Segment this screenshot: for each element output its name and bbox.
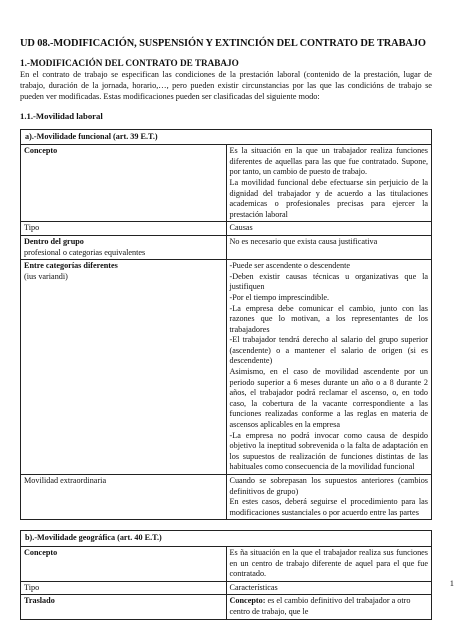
table-header: b).-Movilidade geográfica (art. 40 E.T.) [21, 531, 432, 547]
row-label: Concepto [21, 145, 227, 222]
movilidad-geografica-table [20, 530, 432, 619]
traslado-concept-label: Concepto: [229, 596, 266, 606]
page-number: 1 [449, 578, 454, 588]
table-row [21, 145, 432, 222]
row-content [226, 595, 432, 619]
list-item: -La empresa debe comunicar el cambio, junto con las razones que lo motivan, a los representantes de los trabajadores [229, 303, 428, 334]
table-row [21, 595, 432, 619]
row-content [226, 145, 432, 222]
movilidad-funcional-table [20, 129, 432, 521]
row-content: Es ña situación en la que el trabajador realiza sus funciones en un centro de trabajo diferente de aquel para el que fue contratado. [226, 546, 432, 581]
row-label-rest: profesional o categorias equivalentes [24, 247, 146, 257]
table-row [21, 260, 432, 475]
row-label [21, 260, 227, 475]
concepto-text: Es la situación en la que un trabajador realiza funciones diferentes de aquellas para las que fue contratado. Supone, por tanto, un cambio de puesto de trabajo. [229, 146, 428, 177]
row-content [226, 475, 432, 520]
row-label-bold: Entre categorías diferentes [24, 261, 118, 271]
intro-paragraph: En el contrato de trabajo se especifican las condiciones de la prestación laboral (contenido de la prestación, lugar de trabajo, duración de la jornada, horario,…, pero pueden existir circunstancias por las que las condicións de trabajo se pueden ver modificadas. Estas modificaciones pueden ser clasificadas del siguiente modo: [20, 70, 432, 102]
table-row [21, 546, 432, 581]
row-content: Características [226, 581, 432, 595]
row-content [226, 260, 432, 475]
subsection-heading: 1.1.-Movilidad laboral [20, 110, 103, 121]
table-row [21, 475, 432, 520]
row-content: Causas [226, 222, 432, 236]
document-title: UD 08.-MODIFICACIÓN, SUSPENSIÓN Y EXTINCIÓN DEL CONTRATO DE TRABAJO [20, 38, 426, 49]
section-heading: 1.-MODIFICACIÓN DEL CONTRATO DE TRABAJO [20, 58, 239, 68]
row-label: Movilidad extraordinaria [21, 475, 227, 520]
extra-text-2: En estes casos, deberá seguirse el procedimiento para las modificaciones sustanciales o por acuerdo entre las partes [229, 497, 428, 517]
row-label: Concepto [21, 546, 227, 581]
list-item: -El trabajador tendrá derecho al salario del grupo superior (ascendente) o a mantener el salario de origen (si es descendente) [229, 335, 428, 366]
document-content [20, 38, 432, 620]
row-label: Traslado [21, 595, 227, 619]
row-label: Tipo [21, 581, 227, 595]
list-item: Asimismo, en el caso de movilidad ascendente por un periodo superior a 6 meses durante un año o a 8 durante 2 años, el trabajador podrá reclamar el ascenso, o, en todo caso, la cobertura de la vacante correspondiente a las funciones realizadas conforme a las reglas en materia de ascensos aplicables en la empresa [229, 367, 428, 430]
list-item: -Deben existir causas técnicas u organizativas que la justifiquen [229, 271, 428, 292]
table-header: a).-Movilidade funcional (art. 39 E.T.) [21, 129, 432, 145]
list-item: -La empresa no podrá invocar como causa de despido objetivo la ineptitud sobrevenida o la falta de adaptación en los supuestos de realización de funciones distintas de las habituales como consecuencia de la movilidad funcional [229, 430, 428, 472]
table-row [21, 581, 432, 595]
extra-text-1: Cuando se sobrepasan los supuestos anteriores (cambios definitivos de grupo) [229, 476, 428, 496]
row-label-rest: (ius variandi) [24, 271, 68, 281]
spacer [20, 520, 432, 530]
concepto-text-2: La movilidad funcional debe efectuarse sin perjuicio de la dignidad del trabajador y de acuerdo a las titulaciones academicas o profesionales precisas para ejercer la prestación laboral [229, 177, 428, 219]
traslado-concept-text: es el cambio definitivo del trabajador a otro centro de trabajo, que le [229, 596, 411, 616]
table-row [21, 222, 432, 236]
list-item: -Puede ser ascendente o descendente [229, 261, 350, 271]
list-item: -Por el tiempo imprescindible. [229, 292, 330, 302]
row-label-bold: Dentro del grupo [24, 236, 84, 246]
row-label [21, 235, 227, 259]
table-row [21, 235, 432, 259]
row-content: No es necesario que exista causa justificativa [226, 235, 432, 259]
row-label: Tipo [21, 222, 227, 236]
